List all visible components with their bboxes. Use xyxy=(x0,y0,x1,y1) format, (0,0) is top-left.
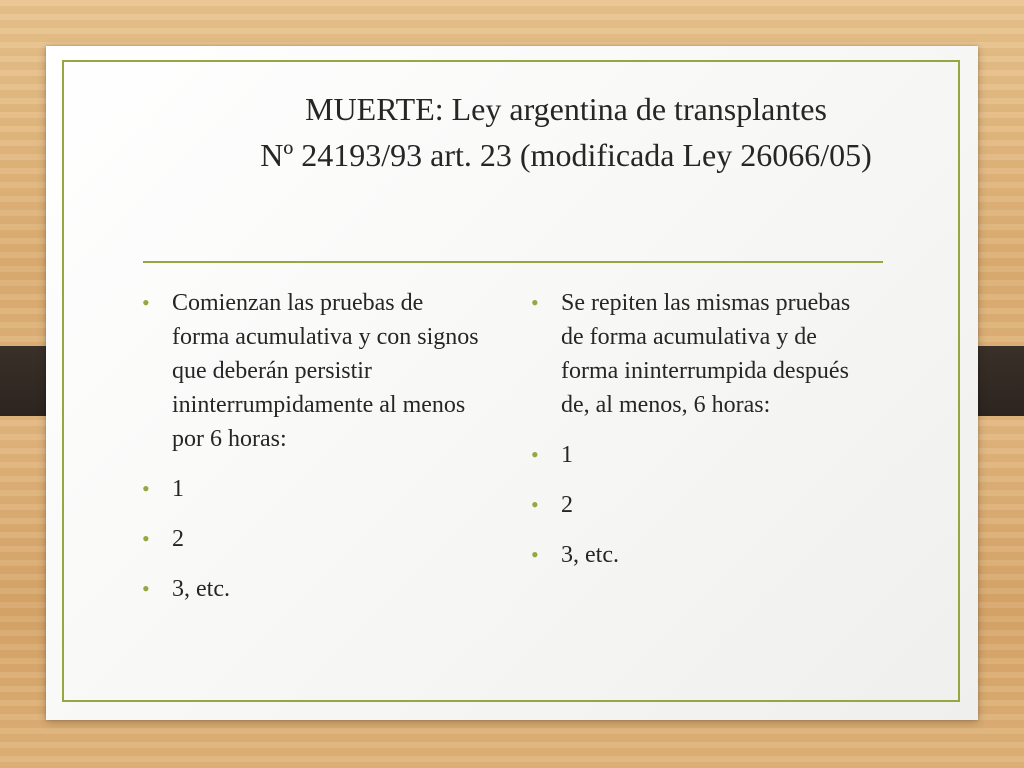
bullet-icon: • xyxy=(531,542,539,567)
list-item xyxy=(531,438,861,472)
bullet-icon: • xyxy=(531,442,539,467)
slide-title xyxy=(186,86,946,178)
right-bullet-list xyxy=(531,286,861,572)
list-item-text: 2 xyxy=(561,492,573,518)
list-item-text: 2 xyxy=(172,526,184,552)
left-column xyxy=(142,286,482,622)
list-item xyxy=(531,286,861,422)
slide-paper xyxy=(46,46,978,720)
right-column xyxy=(531,286,861,588)
list-item xyxy=(531,538,861,572)
list-item-text: Comienzan las pruebas de forma acumulativa y con signos que deberán persistir ininterrumpidamente al menos por 6 horas: xyxy=(172,290,479,452)
bullet-icon: • xyxy=(142,476,150,501)
title-line-1: MUERTE: Ley argentina de transplantes xyxy=(305,91,827,127)
list-item-text: Se repiten las mismas pruebas de forma acumulativa y de forma ininterrumpida después de, al menos, 6 horas: xyxy=(561,290,851,418)
list-item xyxy=(531,488,861,522)
list-item xyxy=(142,472,482,506)
title-divider xyxy=(143,261,883,263)
bullet-icon: • xyxy=(531,290,539,315)
bullet-icon: • xyxy=(142,576,150,601)
list-item-text: 1 xyxy=(172,476,184,502)
title-line-2: Nº 24193/93 art. 23 (modificada Ley 26066/05) xyxy=(260,137,872,173)
list-item xyxy=(142,286,482,456)
list-item xyxy=(142,522,482,556)
bullet-icon: • xyxy=(142,290,150,315)
list-item xyxy=(142,572,482,606)
list-item-text: 1 xyxy=(561,442,573,468)
list-item-text: 3, etc. xyxy=(561,542,619,568)
list-item-text: 3, etc. xyxy=(172,576,230,602)
bullet-icon: • xyxy=(142,526,150,551)
left-bullet-list xyxy=(142,286,482,606)
bullet-icon: • xyxy=(531,492,539,517)
